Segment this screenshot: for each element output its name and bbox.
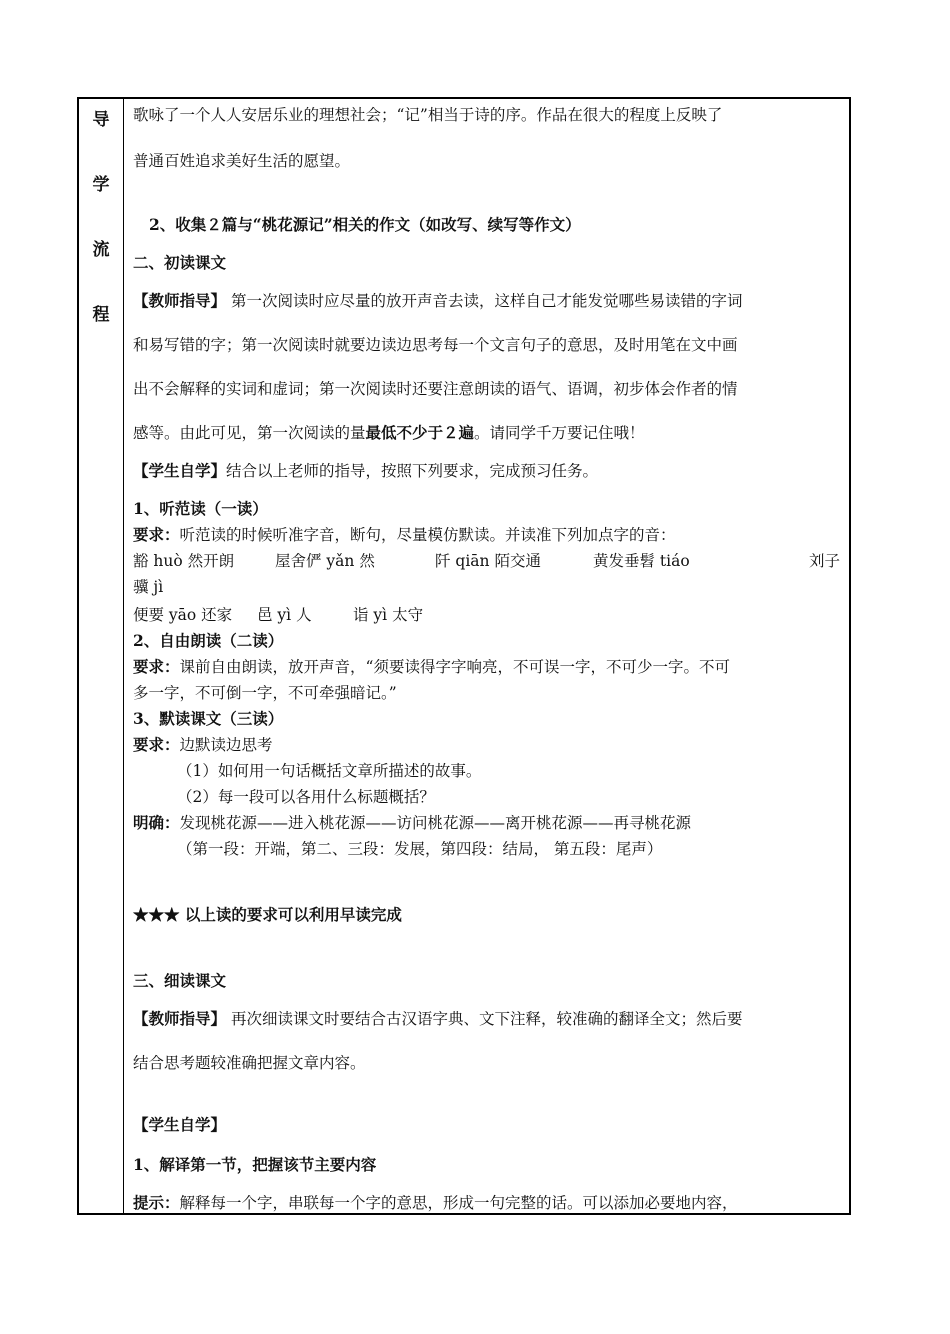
answer-note: （第一段：开端，第二、三段：发展，第四段：结局， 第五段：尾声） [177,840,663,858]
pinyin-item: 邑 yì 人 [257,606,312,624]
stars-note: ★★★ 以上读的要求可以利用早读完成 [133,905,402,924]
student-self-study-label: 【学生自学】 [133,461,227,480]
teacher-guidance-text: 再次细读课文时要结合古汉语字典、文下注释，较准确的翻译全文；然后要 [226,1010,743,1028]
teacher-guidance-text: 感等。由此可见，第一次阅读的量 [133,424,366,442]
side-label-liu: 流 [92,240,110,260]
pinyin-item: 阡 qiān 陌交通 [435,552,541,570]
requirement-label: 要求： [133,657,180,676]
teacher-guidance-label: 【教师指导】 [133,1009,227,1028]
section-title-2: 二、初读课文 [133,253,227,272]
requirement-text: 课前自由朗读，放开声音，“须要读得字字响亮，不可误一字，不可少一字。不可 [179,658,730,676]
requirement-label: 要求： [133,735,180,754]
pinyin-item: 刘子 [809,552,841,570]
task-2: 2、收集２篇与“桃花源记”相关的作文（如改写、续写等作文） [149,215,581,234]
read-1-requirement [133,525,676,545]
student-self-study-line [133,461,598,481]
requirement-text: 听范读的时候听准字音，断句，尽量模仿默读。并读准下列加点字的音： [179,526,676,544]
pinyin-item: 诣 yì 太守 [353,606,424,624]
teacher-guidance-line [133,423,645,443]
hint-line [133,1193,738,1213]
read-3-requirement [133,735,273,755]
read-2-requirement-cont: 多一字，不可倒一字，不可牵强暗记。” [133,684,397,702]
section-title-3: 三、细读课文 [133,971,227,990]
student-self-study-label-2: 【学生自学】 [133,1115,227,1134]
teacher-guidance-2-line: 结合思考题较准确把握文章内容。 [133,1054,366,1072]
student-self-study-text: 结合以上老师的指导，按照下列要求，完成预习任务。 [226,462,599,480]
read-1-title: 1、听范读（一读） [133,499,268,518]
teacher-guidance-label: 【教师指导】 [133,291,227,310]
side-label-dao: 导 [92,110,110,130]
pinyin-item: 便要 yāo 还家 [133,606,233,624]
hint-label: 提示： [133,1193,180,1212]
teacher-guidance-2-line [133,1009,742,1029]
paragraph-line: 歌咏了一个人人安居乐业的理想社会；“记”相当于诗的序。作品在很大的程度上反映了 [133,106,723,124]
teacher-guidance-text: 。请同学千万要记住哦！ [474,424,645,442]
read-2-title: 2、自由朗读（二读） [133,631,284,650]
requirement-text: 边默读边思考 [179,736,273,754]
teacher-guidance-text: 第一次阅读时应尽量的放开声音去读，这样自己才能发觉哪些易读错的字词 [226,292,743,310]
translate-title: 1、解译第一节，把握该节主要内容 [133,1155,377,1174]
answer-text: 发现桃花源——进入桃花源——访问桃花源——离开桃花源——再寻桃花源 [179,814,692,832]
paragraph-line: 普通百姓追求美好生活的愿望。 [133,152,351,170]
answer-line [133,813,691,833]
read-3-title: 3、默读课文（三读） [133,709,284,728]
pinyin-item: 骥 jì [133,578,164,596]
pinyin-item: 屋舍俨 yǎn 然 [275,552,375,570]
pinyin-item: 豁 huò 然开朗 [133,552,235,570]
question-1: （1）如何用一句话概括文章所描述的故事。 [177,762,482,780]
emphasis-text: 最低不少于２遍 [365,423,475,442]
lesson-table [77,97,851,1215]
side-label-cheng: 程 [92,305,110,325]
pinyin-item: 黄发垂髫 tiáo [593,552,690,570]
side-label-xue: 学 [92,175,110,195]
teacher-guidance-line: 出不会解释的实词和虚词；第一次阅读时还要注意朗读的语气、语调，初步体会作者的情 [133,380,738,398]
teacher-guidance-line: 和易写错的字；第一次阅读时就要边读边思考每一个文言句子的意思，及时用笔在文中画 [133,336,738,354]
hint-text: 解释每一个字，串联每一个字的意思，形成一句完整的话。可以添加必要地内容， [179,1194,738,1212]
answer-label: 明确： [133,813,180,832]
read-2-requirement [133,657,730,677]
requirement-label: 要求： [133,525,180,544]
teacher-guidance-line [133,291,742,311]
column-divider [123,99,124,1213]
question-2: （2）每一段可以各用什么标题概括？ [177,788,435,806]
